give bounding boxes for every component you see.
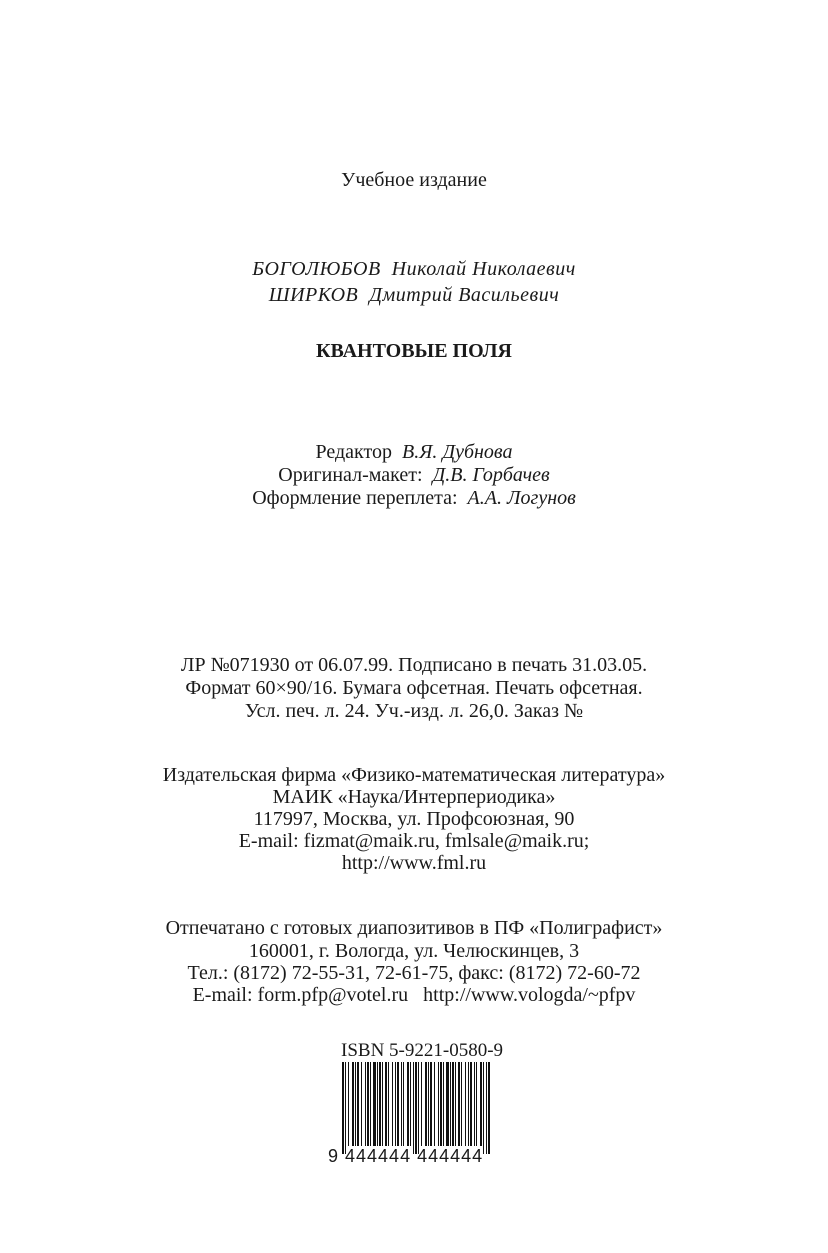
barcode-bar — [355, 1062, 356, 1146]
barcode-bar — [397, 1062, 399, 1146]
barcode-bar — [438, 1062, 439, 1146]
credit-editor — [0, 441, 828, 463]
barcode-bar — [430, 1062, 432, 1146]
printer-line: Отпечатано с готовых диапозитивов в ПФ «Полиграфист» — [165, 917, 663, 939]
barcode-bar — [345, 1062, 346, 1154]
barcode-bar — [413, 1062, 414, 1154]
credit-cover — [0, 487, 828, 509]
barcode-bar — [388, 1062, 389, 1146]
publisher-line: 117997, Москва, ул. Профсоюзная, 90 — [253, 808, 575, 830]
barcode-bar — [428, 1062, 429, 1146]
barcode-bar — [443, 1062, 444, 1146]
barcode-bar — [476, 1062, 477, 1146]
barcode-bar — [352, 1062, 354, 1146]
printer-line: 160001, г. Вологда, ул. Челюскинцев, 3 — [248, 940, 580, 962]
barcode-bar — [465, 1062, 466, 1146]
edition-type: Учебное издание — [341, 169, 487, 191]
publisher-email: E-mail: fizmat@maik.ru, fmlsale@maik.ru; — [238, 830, 590, 852]
barcode-bar — [348, 1062, 349, 1146]
publisher-line: Издательская фирма «Физико-математическая литература» — [162, 764, 666, 786]
barcode-bar — [486, 1062, 487, 1154]
imprint-line: Формат 60×90/16. Бумага офсетная. Печать офсетная. — [185, 677, 643, 699]
barcode-bar — [403, 1062, 404, 1146]
author-1-surname: БОГОЛЮБОВ — [252, 258, 381, 280]
barcode-bar — [361, 1062, 362, 1146]
credit-role: Оформление переплета: — [252, 487, 458, 509]
barcode-bar — [455, 1062, 456, 1146]
barcode-bar — [401, 1062, 402, 1146]
credit-role: Оригинал-макет: — [278, 464, 423, 486]
credit-layout — [0, 464, 828, 486]
publisher-url: http://www.fml.ru — [341, 852, 487, 874]
barcode-bar — [474, 1062, 475, 1146]
credit-role: Редактор — [315, 441, 392, 463]
barcode-bar — [468, 1062, 469, 1146]
barcode-bar — [446, 1062, 449, 1146]
credit-person: Д.В. Горбачев — [432, 464, 550, 486]
imprint-line: ЛР №071930 от 06.07.99. Подписано в печать 31.03.05. — [180, 654, 648, 676]
barcode-bar — [480, 1062, 482, 1146]
author-1-given: Николай Николаевич — [391, 258, 576, 280]
author-2-given: Дмитрий Васильевич — [369, 284, 560, 306]
barcode-bar — [483, 1062, 484, 1154]
barcode-bar — [370, 1062, 371, 1146]
barcode-bar — [395, 1062, 396, 1146]
barcode-bar — [377, 1062, 378, 1146]
barcode-bar — [452, 1062, 454, 1146]
barcode-bar — [357, 1062, 359, 1146]
author-2 — [0, 284, 828, 306]
barcode-bar — [458, 1062, 460, 1146]
barcode-bar — [410, 1062, 411, 1146]
barcode-bar — [488, 1062, 490, 1154]
barcode-bar — [385, 1062, 387, 1146]
book-title: КВАНТОВЫЕ ПОЛЯ — [316, 340, 512, 362]
publisher-line: МАИК «Наука/Интерпериодика» — [272, 786, 556, 808]
credit-person: В.Я. Дубнова — [401, 441, 513, 463]
isbn-label: ISBN 5-9221-0580-9 — [341, 1040, 504, 1061]
barcode-bar — [434, 1062, 435, 1146]
printer-contacts: E-mail: form.pfp@votel.ru http://www.vologda/~pfpv — [192, 984, 636, 1006]
barcode-bar — [470, 1062, 472, 1146]
barcode-bar — [461, 1062, 462, 1146]
barcode-bar — [379, 1062, 381, 1146]
printer-phone: Тел.: (8172) 72-55-31, 72-61-75, факс: (8172) 72-60-72 — [187, 962, 641, 984]
barcode-bar — [342, 1062, 344, 1154]
credit-person: А.А. Логунов — [467, 487, 576, 509]
barcode-bar — [425, 1062, 427, 1146]
barcode-bar — [367, 1062, 369, 1146]
barcode-bar — [365, 1062, 366, 1146]
barcode-bar — [418, 1062, 419, 1154]
barcode-bar — [421, 1062, 422, 1146]
barcode-bar — [373, 1062, 376, 1146]
barcode-bar — [382, 1062, 383, 1146]
barcode-bar — [440, 1062, 442, 1146]
author-1 — [0, 258, 828, 280]
barcode-bar — [415, 1062, 417, 1154]
barcode-digits: 9 444444 444444 — [328, 1146, 484, 1166]
author-2-surname: ШИРКОВ — [268, 284, 359, 306]
barcode-bar — [392, 1062, 393, 1146]
imprint-line: Усл. печ. л. 24. Уч.-изд. л. 26,0. Заказ № — [244, 700, 584, 722]
barcode-bar — [407, 1062, 409, 1146]
barcode-bar — [450, 1062, 451, 1146]
